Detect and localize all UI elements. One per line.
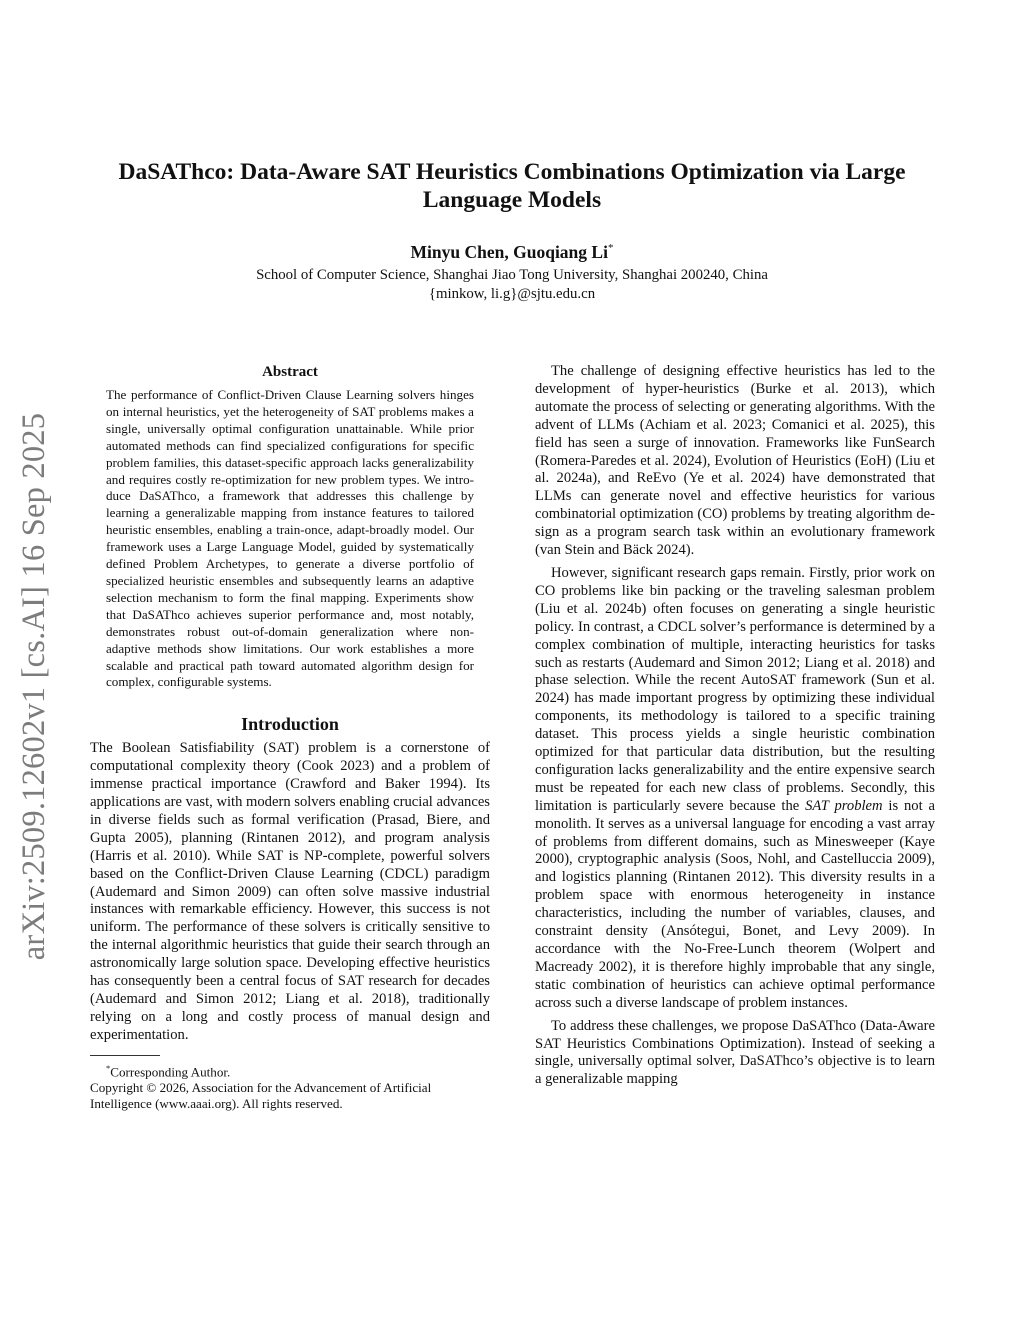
corresponding-author-footnote bbox=[90, 1060, 490, 1080]
hyper-heuristics-paragraph: The challenge of designing effective heuristics has led to the development of hyper-heuristics (Burke et al. 2013), which automate the process of selecting or generating algorithms. With the advent of LLMs (Achiam et al. 2023; Comanici et al. 2025), this field has seen a surge of innovation. Frameworks like FunSearch (Romera-Paredes et al. 2024), Evolution of Heuristics (EoH) (Liu et al. 2024a), and ReEvo (Ye et al. 2024) have demonstrated that LLMs can generate novel and effective heuristics for various combinatorial optimization (CO) problems by treating algorithm design as a program search task within an evolutionary framework (van Stein and Bäck 2024). bbox=[535, 363, 935, 559]
introduction-paragraph: The Boolean Satisfiability (SAT) problem is a cornerstone of computational complexity theory (Cook 2023) and a problem of immense practical importance (Crawford and Baker 1994). Its applications are vast, with modern solvers enabling crucial advances in diverse fields such as formal verification (Prasad, Biere, and Gupta 2005), planning (Rintanen 2012), and program analysis (Harris et al. 2010). While SAT is NP-complete, powerful solvers based on the Conflict-Driven Clause Learning (CDCL) paradigm (Audemard and Simon 2009) can often solve massive industrial instances with remarkable efficiency. However, this success is not uniform. The performance of these solvers is critically sensitive to the internal algorithmic heuristics that guide their search through an astronomically large solution space. Developing effective heuristics has consequently been a central focus of SAT research for decades (Audemard and Simon 2012; Liang et al. 2018), traditionally relying on a long and costly process of manual design and experimentation. bbox=[90, 740, 490, 1043]
affiliation-block bbox=[80, 266, 944, 304]
footnote-divider bbox=[90, 1055, 160, 1056]
arxiv-identifier-stamp bbox=[2, 375, 68, 997]
research-gaps-text-end: is not a monolith. It serves as a universal language for encoding a vast array of problems from different domains, such as Minesweeper (Kaye 2000), cryptographic analysis (Soos, Nohl, and Castelluccia 2009), and logistics planning (Rintanen 2012). This diversity results in a problem space with enormous heterogeneity in instance characteristics, including the number of variables, clauses, and constraint density (Ansótegui, Bonet, and Levy 2009). In accordance with the No-Free-Lunch theorem (Wolpert and Macready 2002), it is therefore highly improbable that any single, static combination of heuristics can achieve optimal performance across such a diverse landscape of problem instances. bbox=[535, 797, 935, 1011]
research-gaps-text-start: However, significant research gaps remain. Firstly, prior work on CO problems like bin packing or the traveling salesman problem (Liu et al. 2024b) often focuses on generating a single heuristic policy. In contrast, a CDCL solver’s performance is determined by a complex combination of multiple, interacting heuristics for tasks such as restarts (Audemard and Simon 2012; Liang et al. 2018) and phase selection. While the recent AutoSAT framework (Sun et al. 2024) has made important progress by optimizing these individual components, its methodology is tailored to a specific training dataset. This process yields a single heuristic combination optimized for that particular data distribution, but the resulting configuration lacks generalizability and the entire expensive search must be repeated for each new class of problems. Secondly, this limitation is particularly severe because the bbox=[535, 564, 935, 814]
copyright-notice: Copyright © 2026, Association for the Advancement of Artificial Intelligence (www.aaai.org). All rights reserved. bbox=[90, 1080, 432, 1112]
author-list bbox=[80, 237, 944, 263]
introduction-heading: Introduction bbox=[241, 714, 339, 735]
abstract-heading: Abstract bbox=[262, 364, 318, 380]
corresponding-author-mark: * bbox=[607, 242, 614, 254]
paper-title-line-2: Language Models bbox=[422, 187, 602, 213]
proposal-paragraph: To address these challenges, we propose DaSAThco (Data-Aware SAT Heuristics Combinations Optimization). Instead of seeking a single, universally optimal solver, DaSAThco’s objective is to learn a generalizable mapping bbox=[535, 1017, 935, 1088]
abstract-text: The performance of Conflict-Driven Clause Learning solvers hinges on internal heuristics, yet the heterogeneity of SAT problems makes a single, universally optimal configuration unattainable. While prior automated methods can find specialized configurations for specific problem families, this dataset-specific approach lacks generalizability and requires costly re-optimization for new problem types. We introduce DaSAThco, a framework that addresses this challenge by learning a generalizable mapping from instance features to tailored heuristic ensembles, enabling a train-once, adapt-broadly model. Our framework uses a Large Language Model, guided by systematically defined Problem Archetypes, to generate a diverse portfolio of specialized heuristic ensembles and subsequently learns an adaptive selection mechanism to form the final mapping. Experiments show that DaSAThco achieves superior performance and, most notably, demonstrates robust out-of-domain generalization where non-adaptive methods show limitations. Our work establishes a more scalable and practical path toward automated algorithm design for complex, configurable systems. bbox=[106, 387, 474, 690]
sat-problem-emphasis: SAT problem bbox=[805, 797, 883, 814]
left-column bbox=[90, 362, 490, 1112]
paper-title-line-1: DaSAThco: Data-Aware SAT Heuristics Combinations Optimization via Large bbox=[118, 159, 906, 185]
paper-title bbox=[80, 158, 944, 214]
author-email: {minkow, li.g}@sjtu.edu.cn bbox=[428, 286, 596, 302]
research-gaps-paragraph bbox=[535, 565, 935, 1013]
right-column bbox=[535, 363, 935, 1089]
footnote-corresponding-text: Corresponding Author. bbox=[110, 1064, 231, 1080]
footnote-mark: * bbox=[106, 1062, 111, 1073]
author-names: Minyu Chen, Guoqiang Li bbox=[410, 241, 608, 262]
affiliation: School of Computer Science, Shanghai Jiao Tong University, Shanghai 200240, China bbox=[256, 267, 768, 283]
arxiv-identifier-text: arXiv:2509.12602v1 [cs.AI] 16 Sep 2025 bbox=[16, 412, 53, 960]
